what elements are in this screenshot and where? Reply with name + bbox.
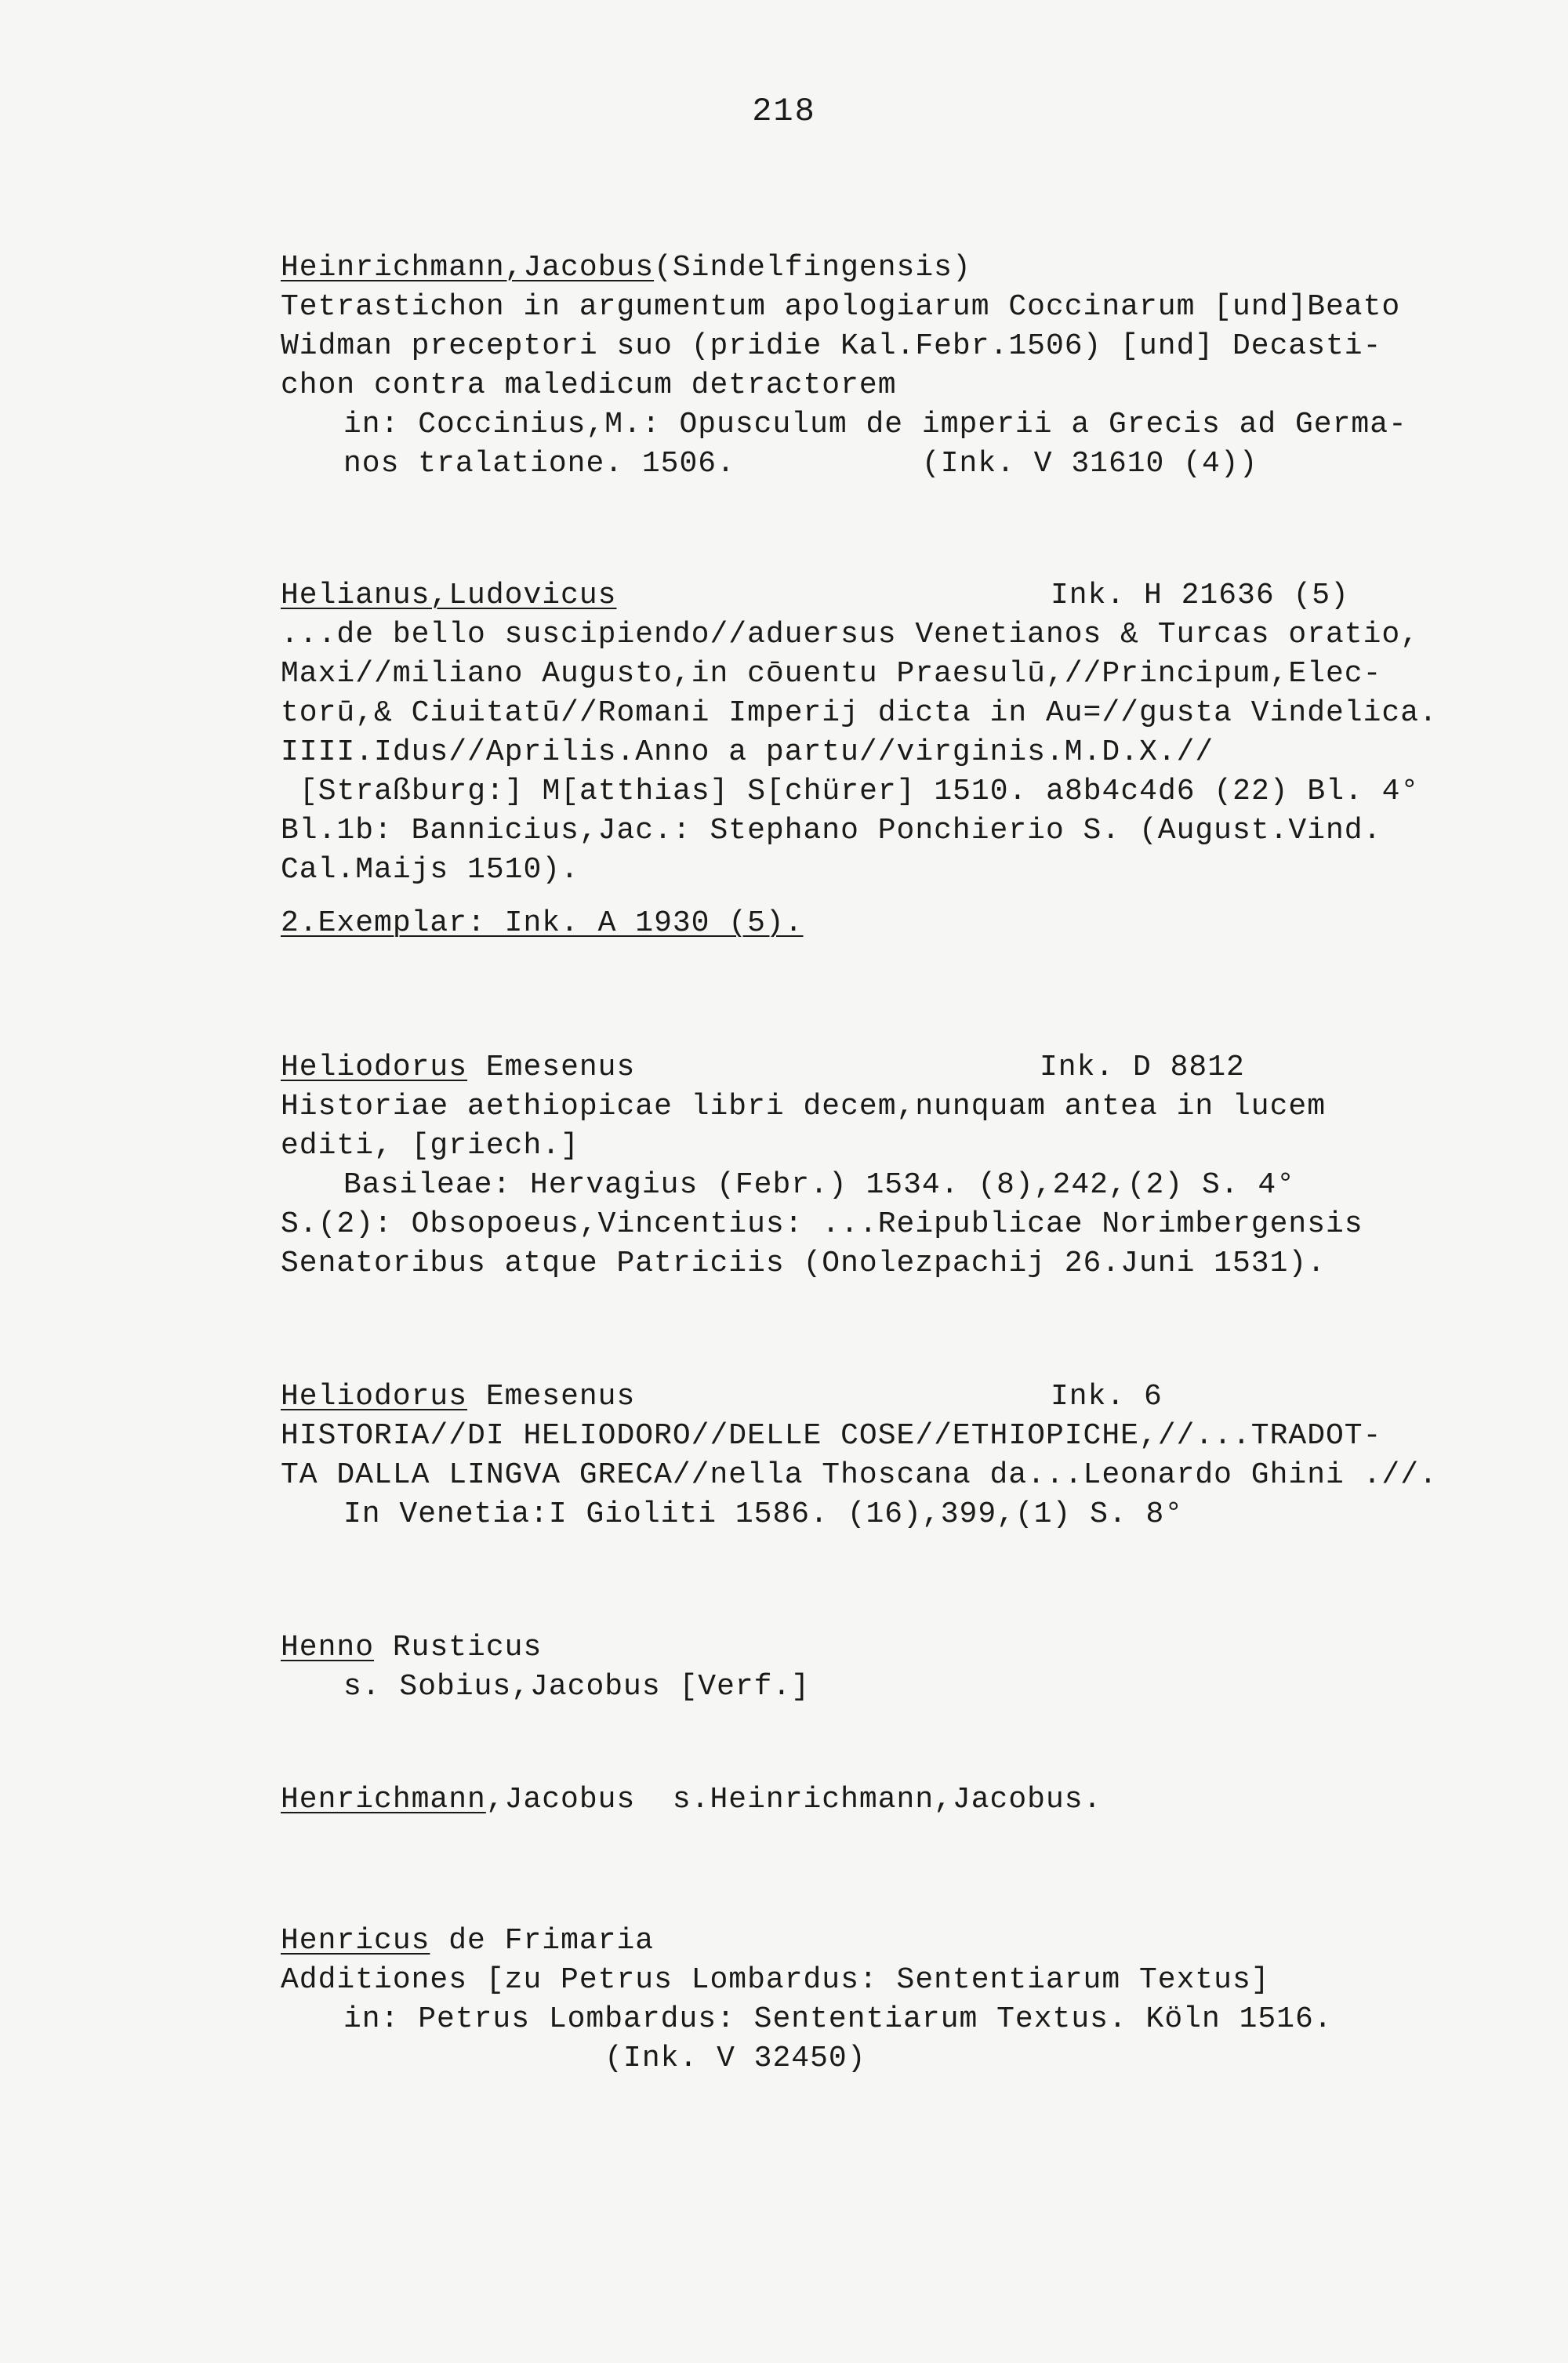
heading-name: Heliodorus	[281, 1380, 468, 1414]
page-number: 218	[752, 93, 816, 130]
heading-name: Henricus	[281, 1924, 430, 1958]
entry-line: Historiae aethiopicae libri decem,nunquam antea in lucem	[281, 1090, 1327, 1123]
entry-heading	[281, 1378, 635, 1416]
entry-line: Additiones [zu Petrus Lombardus: Sententiarum Textus]	[281, 1963, 1270, 1997]
heading-rest: Emesenus	[467, 1051, 636, 1084]
entry-line: TA DALLA LINGVA GRECA//nella Thoscana da...Leonardo Ghini .//.	[281, 1458, 1438, 1492]
entry-heading	[281, 249, 971, 287]
entry-indent-line: in: Petrus Lombardus: Sententiarum Textus. Köln 1516.	[343, 2002, 1333, 2036]
shelfmark: Ink. 6	[1051, 1380, 1163, 1414]
heading-rest: Rusticus	[374, 1631, 543, 1664]
entry-line: Maxi//miliano Augusto,in cōuentu Praesulū,//Principum,Elec-	[281, 657, 1382, 691]
entry-line: torū,& Ciuitatū//Romani Imperij dicta in Au=//gusta Vindelica.	[281, 696, 1438, 730]
heading-name: Henno	[281, 1631, 375, 1664]
entry-line: Tetrastichon in argumentum apologiarum Coccinarum [und]Beato	[281, 290, 1401, 324]
entry-line: Widman preceptori suo (pridie Kal.Febr.1506) [und] Decasti-	[281, 329, 1382, 363]
entry-line: editi, [griech.]	[281, 1129, 579, 1163]
entry-note: Bl.1b: Bannicius,Jac.: Stephano Ponchierio S. (August.Vind.	[281, 814, 1382, 848]
entry-line: chon contra maledicum detractorem	[281, 368, 897, 402]
heading-name: Henrichmann	[281, 1783, 486, 1817]
entry-indent-line: [Straßburg:] M[atthias] S[chürer] 1510. a8b4c4d6 (22) Bl. 4°	[299, 775, 1420, 808]
entry-indent-line: Basileae: Hervagius (Febr.) 1534. (8),242,(2) S. 4°	[343, 1168, 1295, 1202]
entry-line: IIII.Idus//Aprilis.Anno a partu//virginis.M.D.X.//	[281, 735, 1214, 769]
entry-indent-line: (Ink. V 32450)	[343, 2042, 866, 2075]
entry-heading	[281, 1629, 542, 1667]
heading-rest: Emesenus	[467, 1380, 636, 1414]
entry-line: ...de bello suscipiendo//aduersus Venetianos & Turcas oratio,	[281, 618, 1420, 652]
entry-note: Cal.Maijs 1510).	[281, 853, 579, 887]
heading-name: Heinrichmann,Jacobus	[281, 251, 655, 285]
shelfmark: Ink. H 21636 (5)	[1051, 579, 1349, 612]
heading-rest: ,Jacobus s.Heinrichmann,Jacobus.	[485, 1783, 1102, 1817]
shelfmark: Ink. D 8812	[1040, 1051, 1245, 1084]
entry-note: S.(2): Obsopoeus,Vincentius: ...Reipublicae Norimbergensis	[281, 1207, 1363, 1241]
heading-name: Heliodorus	[281, 1051, 468, 1084]
entry-heading	[281, 1922, 654, 1960]
exemplar-text: 2.Exemplar: Ink. A 1930 (5).	[281, 906, 804, 940]
entry-indent-line: nos tralatione. 1506. (Ink. V 31610 (4))	[343, 447, 1258, 481]
heading-name: Helianus,Ludovicus	[281, 579, 617, 612]
entry-indent-line: In Venetia:I Gioliti 1586. (16),399,(1) S. 8°	[343, 1497, 1184, 1531]
entry-line: HISTORIA//DI HELIODORO//DELLE COSE//ETHIOPICHE,//...TRADOT-	[281, 1419, 1382, 1453]
entry-note: Senatoribus atque Patriciis (Onolezpachij 26.Juni 1531).	[281, 1247, 1327, 1280]
entry-indent-line: s. Sobius,Jacobus [Verf.]	[343, 1670, 811, 1704]
entry-heading	[281, 1781, 1102, 1819]
second-exemplar	[281, 905, 804, 942]
heading-rest: de Frimaria	[430, 1924, 655, 1958]
entry-indent-line: in: Coccinius,M.: Opusculum de imperii a Grecis ad Germa-	[343, 408, 1407, 441]
entry-heading	[281, 577, 616, 615]
heading-rest: (Sindelfingensis)	[654, 251, 971, 285]
entry-heading	[281, 1049, 635, 1087]
